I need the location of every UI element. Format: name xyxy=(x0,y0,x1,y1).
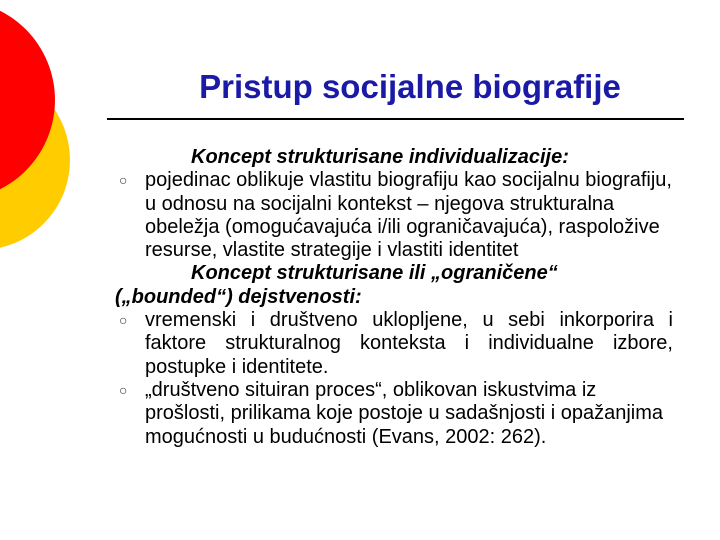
bullet-text: pojedinac oblikuje vlastitu biografiju kao socijalnu biografiju, u odnosu na socijalni kontekst – njegova strukturalna obeležja (omogućavajuća i/ili ograničavajuća), raspoložive resurse, vlastite strategije i vlastiti identitet xyxy=(145,169,672,262)
hollow-circle-bullet-icon: ○ xyxy=(119,312,128,329)
hollow-circle-bullet-icon: ○ xyxy=(119,381,128,398)
hollow-circle-bullet-icon: ○ xyxy=(119,172,128,189)
bullet-text: „društveno situiran proces“, oblikovan iskustvima iz prošlosti, prilikama koje postoje u sadašnjosti i opažanjima mogućnosti u budućnosti (Evans, 2002: 262). xyxy=(145,378,664,448)
slide-content xyxy=(115,146,673,449)
slide-title: Pristup socijalne biografije xyxy=(199,68,621,105)
list-item xyxy=(115,379,673,449)
section2-heading-line2: („bounded“) dejstvenosti: xyxy=(115,285,362,308)
section2-heading-line1: Koncept strukturisane ili „ograničene“ xyxy=(191,262,558,285)
title-divider xyxy=(107,118,684,120)
list-item xyxy=(115,169,673,262)
list-item xyxy=(115,309,673,379)
bullet-text: vremenski i društveno uklopljene, u sebi inkorporira i faktore strukturalnog konteksta i individualne izbore, postupke i identitete. xyxy=(145,309,673,378)
decorative-circles xyxy=(0,0,120,300)
section1-heading: Koncept strukturisane individualizacije: xyxy=(191,146,569,168)
